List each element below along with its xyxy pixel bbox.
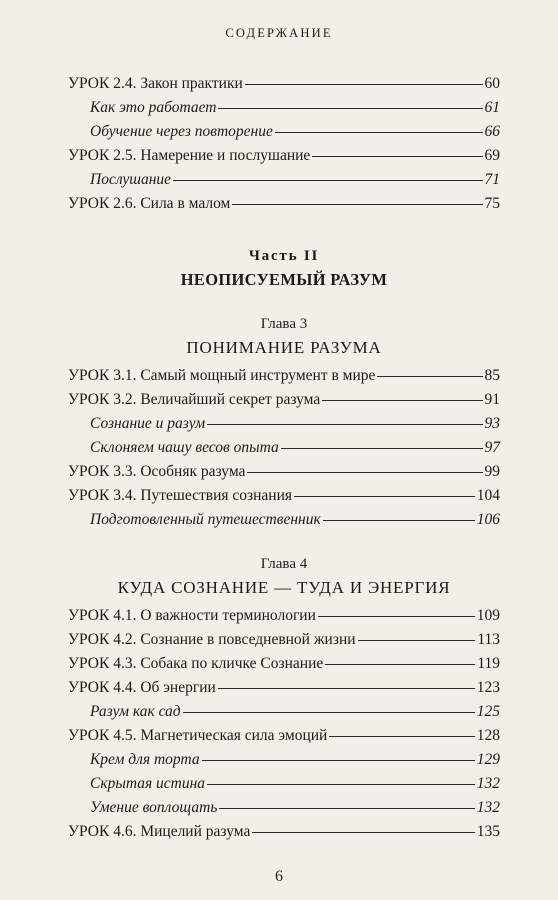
toc-entry-title: Обучение через повторение [90, 123, 273, 140]
toc-subentry [68, 772, 500, 796]
toc-entry [68, 628, 500, 652]
toc-entry-page: 132 [476, 775, 500, 792]
toc-subentry [68, 748, 500, 772]
toc-entry-title: Послушание [90, 171, 172, 188]
toc-entry-page: 106 [476, 511, 500, 528]
toc-entry-page: 71 [484, 171, 500, 188]
toc-entry [68, 724, 500, 748]
toc-subentry [68, 796, 500, 820]
toc-entry [68, 820, 500, 844]
leader-line [358, 640, 476, 641]
toc-entry [68, 604, 500, 628]
toc-entry [68, 676, 500, 700]
toc-subentry [68, 168, 500, 192]
toc-entry-page: 128 [476, 727, 500, 744]
toc-subentry [68, 96, 500, 120]
toc-entry-page: 125 [476, 703, 500, 720]
toc-entry [68, 144, 500, 168]
part-label: Часть II [248, 248, 320, 264]
toc-subentry [68, 436, 500, 460]
toc-entry-title: Разум как сад [90, 703, 181, 720]
leader-line [173, 180, 482, 181]
chapter-4-entries [68, 604, 500, 844]
toc-entry-title: УРОК 2.6. Сила в малом [68, 195, 231, 212]
leader-line [325, 664, 475, 665]
toc-entry-title: Скрытая истина [90, 775, 206, 792]
leader-line [245, 84, 483, 85]
toc-entry-page: 85 [484, 367, 500, 384]
toc-entry-page: 61 [484, 99, 500, 116]
toc-entry-title: УРОК 3.1. Самый мощный инструмент в мире [68, 367, 376, 384]
toc-entry-title: УРОК 4.3. Собака по кличке Сознание [68, 655, 324, 672]
leader-line [207, 424, 482, 425]
toc-entry [68, 72, 500, 96]
toc-entry [68, 388, 500, 412]
toc-entry-title: УРОК 4.2. Сознание в повседневной жизни [68, 631, 356, 648]
leader-line [218, 688, 475, 689]
toc-entry-title: УРОК 3.3. Особняк разума [68, 463, 246, 480]
toc-subentry [68, 412, 500, 436]
toc-entry-page: 129 [476, 751, 500, 768]
leader-line [275, 132, 483, 133]
toc-entry-page: 113 [477, 631, 500, 648]
chapter-4-title: КУДА СОЗНАНИЕ — ТУДА И ЭНЕРГИЯ [117, 578, 451, 597]
toc-entry-page: 132 [476, 799, 500, 816]
toc-entry-title: Склоняем чашу весов опыта [90, 439, 279, 456]
part-title: НЕОПИСУЕМЫЙ РАЗУМ [180, 270, 388, 289]
toc-entry-title: УРОК 3.4. Путешествия сознания [68, 487, 293, 504]
chapter-3-entries [68, 364, 500, 532]
toc-entry-page: 97 [484, 439, 500, 456]
leader-line [329, 736, 474, 737]
toc-entry-title: УРОК 4.6. Мицелий разума [68, 823, 251, 840]
toc-entry-page: 66 [484, 123, 500, 140]
toc-entry-page: 91 [484, 391, 500, 408]
chapter-3-label: Глава 3 [260, 316, 308, 332]
toc-entry [68, 652, 500, 676]
toc-entry-page: 99 [484, 463, 500, 480]
leader-line [312, 156, 482, 157]
toc-entry-page: 123 [476, 679, 500, 696]
toc-entry-page: 119 [477, 655, 500, 672]
toc-entry [68, 192, 500, 216]
table-of-contents [68, 72, 500, 844]
toc-entry-page: 69 [484, 147, 500, 164]
leader-line [202, 760, 475, 761]
page-number: 6 [275, 868, 283, 885]
toc-entry-page: 75 [484, 195, 500, 212]
leader-line [207, 784, 475, 785]
leader-line [281, 448, 483, 449]
toc-entry-page: 104 [476, 487, 500, 504]
toc-section-part-one-tail [68, 72, 500, 216]
toc-entry-page: 109 [476, 607, 500, 624]
toc-entry-page: 60 [484, 75, 500, 92]
toc-entry-title: УРОК 2.4. Закон практики [68, 75, 243, 92]
toc-entry-title: УРОК 2.5. Намерение и послушание [68, 147, 311, 164]
toc-entry-title: Умение воплощать [90, 799, 218, 816]
running-head: СОДЕРЖАНИЕ [225, 26, 333, 40]
leader-line [247, 472, 482, 473]
leader-line [218, 108, 482, 109]
chapter-3-title: ПОНИМАНИЕ РАЗУМА [186, 338, 382, 357]
toc-entry-title: Крем для торта [90, 751, 200, 768]
toc-entry [68, 484, 500, 508]
toc-subentry [68, 700, 500, 724]
leader-line [322, 400, 482, 401]
toc-entry [68, 364, 500, 388]
toc-subentry [68, 508, 500, 532]
toc-entry-title: УРОК 3.2. Величайший секрет разума [68, 391, 321, 408]
toc-subentry [68, 120, 500, 144]
leader-line [318, 616, 475, 617]
toc-entry-title: Подготовленный путешественник [90, 511, 321, 528]
toc-entry [68, 460, 500, 484]
toc-entry-page: 93 [484, 415, 500, 432]
toc-entry-title: Как это работает [90, 99, 217, 116]
toc-entry-title: УРОК 4.1. О важности терминологии [68, 607, 316, 624]
leader-line [323, 520, 475, 521]
leader-line [377, 376, 482, 377]
leader-line [252, 832, 474, 833]
leader-line [232, 204, 482, 205]
toc-entry-title: Сознание и разум [90, 415, 206, 432]
leader-line [183, 712, 475, 713]
leader-line [219, 808, 474, 809]
chapter-4-label: Глава 4 [260, 556, 308, 572]
toc-entry-title: УРОК 4.5. Магнетическая сила эмоций [68, 727, 328, 744]
toc-entry-title: УРОК 4.4. Об энергии [68, 679, 216, 696]
leader-line [294, 496, 475, 497]
toc-entry-page: 135 [476, 823, 500, 840]
